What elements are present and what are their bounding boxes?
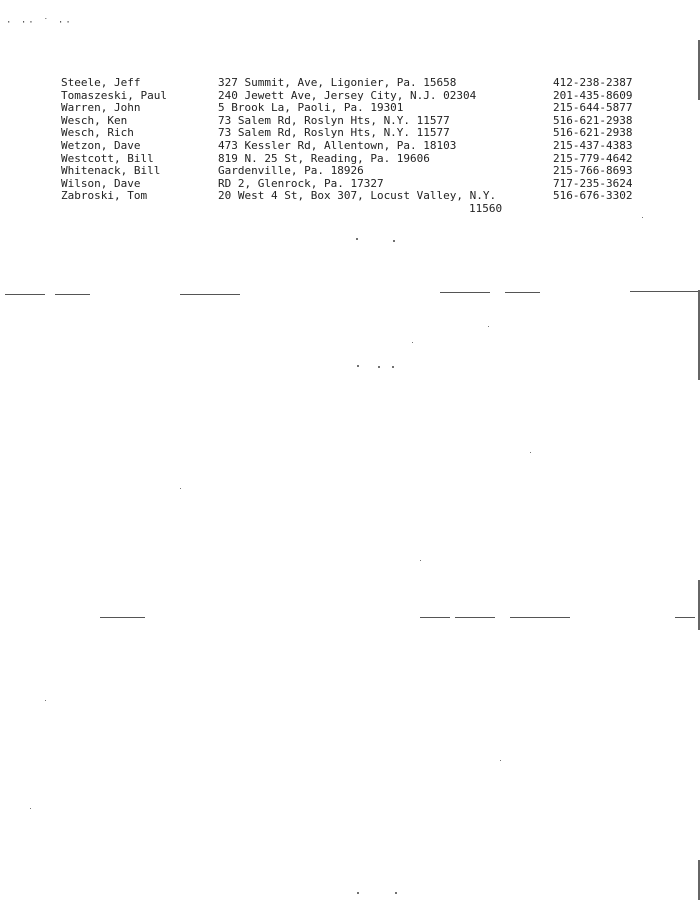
- scan-speck: [395, 892, 397, 894]
- scan-speck: [420, 560, 421, 561]
- entry-name: Whitenack, Bill: [61, 164, 161, 178]
- entry-address: 473 Kessler Rd, Allentown, Pa. 18103: [218, 138, 457, 152]
- scan-speck: [45, 700, 46, 701]
- entry-address: 73 Salem Rd, Roslyn Hts, N.Y. 11577: [218, 113, 450, 127]
- scan-speck: [392, 366, 394, 368]
- entry-name: Steele, Jeff: [61, 76, 141, 89]
- entry-name: Wilson, Dave: [61, 176, 141, 190]
- scan-speck: [488, 326, 489, 327]
- entry-phone: 516-676-3302: [553, 189, 633, 203]
- scan-line-fragment: [440, 292, 490, 293]
- scan-speck: [357, 365, 359, 367]
- scan-line-fragment: [630, 291, 698, 292]
- scan-speck: [30, 808, 31, 809]
- scan-line-fragment: [455, 617, 495, 618]
- scan-line-fragment: [180, 294, 240, 295]
- scan-line-fragment: [675, 617, 695, 618]
- directory-entry: [61, 140, 661, 153]
- scan-speck: [180, 488, 181, 489]
- entry-name: Warren, John: [61, 101, 141, 115]
- scan-speck: [500, 760, 501, 761]
- scan-speck: [356, 238, 358, 240]
- entry-address: 73 Salem Rd, Roslyn Hts, N.Y. 11577: [218, 126, 450, 140]
- entry-name: Westcott, Bill: [61, 151, 154, 165]
- entry-name: Zabroski, Tom: [61, 189, 148, 203]
- entry-name: Tomaszeski, Paul: [61, 88, 167, 102]
- entry-address: RD 2, Glenrock, Pa. 17327: [218, 176, 384, 190]
- scan-speck: [357, 892, 359, 894]
- entry-phone: 412-238-2387: [553, 76, 633, 89]
- entry-phone: 201-435-8609: [553, 88, 633, 102]
- address-directory: [61, 76, 661, 215]
- scan-speck: [642, 217, 643, 218]
- scan-line-fragment: [100, 617, 145, 618]
- scan-line-fragment: [505, 292, 540, 293]
- entry-phone: 215-644-5877: [553, 101, 633, 115]
- directory-entry: [61, 102, 661, 115]
- entry-phone: 516-621-2938: [553, 113, 633, 127]
- scan-speck: [412, 342, 413, 343]
- scan-speck: [530, 452, 531, 453]
- entry-name: Wetzon, Dave: [61, 138, 141, 152]
- scan-artifact-mark: · ·· ˙ ··: [6, 18, 73, 28]
- entry-phone: 717-235-3624: [553, 176, 633, 190]
- entry-phone: 215-779-4642: [553, 151, 633, 165]
- scan-line-fragment: [5, 294, 45, 295]
- entry-address: 327 Summit, Ave, Ligonier, Pa. 15658: [218, 76, 457, 89]
- entry-address: 819 N. 25 St, Reading, Pa. 19606: [218, 151, 430, 165]
- entry-phone: 215-766-8693: [553, 164, 633, 178]
- scan-line-fragment: [55, 294, 90, 295]
- scan-line-fragment: [420, 617, 450, 618]
- entry-phone: 516-621-2938: [553, 126, 633, 140]
- scan-speck: [378, 366, 380, 368]
- entry-address: 20 West 4 St, Box 307, Locust Valley, N.Y.: [218, 189, 497, 203]
- entry-name: Wesch, Ken: [61, 113, 128, 127]
- entry-address: Gardenville, Pa. 18926: [218, 164, 364, 178]
- directory-entry: [61, 165, 661, 178]
- directory-entry: [61, 77, 661, 90]
- scan-line-fragment: [510, 617, 570, 618]
- scan-speck: [393, 240, 395, 242]
- entry-name: Wesch, Rich: [61, 126, 134, 140]
- entry-address: 240 Jewett Ave, Jersey City, N.J. 02304: [218, 88, 477, 102]
- entry-phone: 215-437-4383: [553, 138, 633, 152]
- entry-address: 5 Brook La, Paoli, Pa. 19301: [218, 101, 404, 115]
- entry-address-continuation: 11560: [469, 201, 503, 215]
- directory-entry: [61, 189, 661, 215]
